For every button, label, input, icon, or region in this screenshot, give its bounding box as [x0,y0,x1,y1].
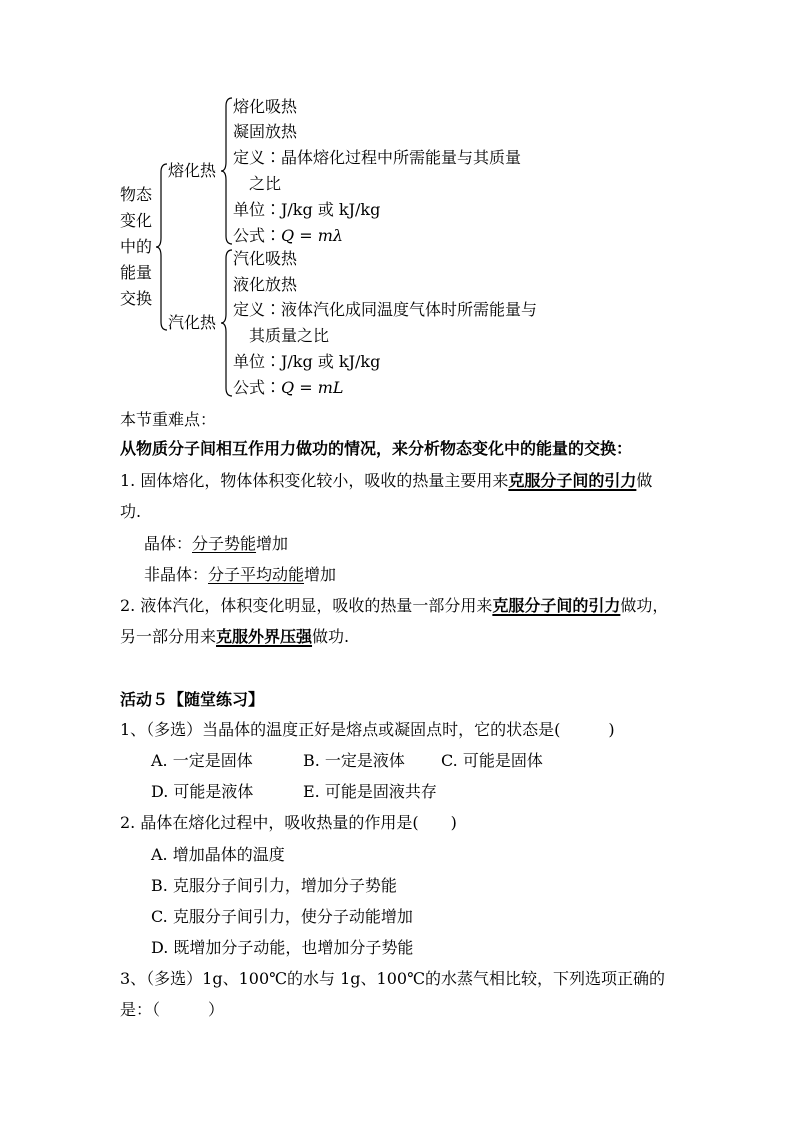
question-2-option-d: D. 既增加分子动能，也增加分子势能 [151,938,414,957]
fusion-item-5: 单位∶J/kg 或 kJ/kg [233,200,381,219]
key-point-2-emphasis2: 克服外界压强 [216,627,313,646]
vapor-item-5: 单位∶J/kg 或 kJ/kg [233,352,381,371]
key-point-1-line2: 功. [120,502,142,521]
fusion-brace [220,96,234,246]
key-point-2-text2: 另一部分用来 [120,627,217,646]
question-2-option-a: A. 增加晶体的温度 [151,845,285,864]
question-3-line1: 3、（多选）1g、100℃的水与 1g、100℃的水蒸气相比较，下列选项正确的 [120,969,665,988]
fusion-formula [233,228,343,244]
vapor-heat-label: 汽化热 [168,313,217,332]
activity-title: 活动５【随堂练习】 [120,690,265,709]
fusion-item-3: 定义∶晶体熔化过程中所需能量与其质量 [233,148,522,167]
question-3-line2: 是：（ ） [120,1000,225,1019]
root-label-1: 物态 [120,185,153,204]
question-1-stem: 1、（多选）当晶体的温度正好是熔点或凝固点时，它的状态是( ) [120,720,615,739]
key-point-1-tail: 做 [636,471,653,490]
key-point-1-emphasis: 克服分子间的引力 [508,471,637,490]
vapor-formula-expr: Q = mL [281,378,344,397]
vapor-formula [233,380,344,396]
root-brace [155,162,169,332]
root-label-3: 中的 [120,237,153,256]
crystal-line [144,536,288,552]
vapor-item-2: 液化放热 [233,275,298,294]
fusion-item-2: 凝固放热 [233,122,298,141]
root-label-2: 变化 [120,211,153,230]
fusion-heat-label: 熔化热 [168,161,217,180]
key-points-title: 本节重难点： [120,410,217,429]
question-2-stem: 2. 晶体在熔化过程中，吸收热量的作用是( ) [120,813,457,832]
crystal-value: 分子势能 [192,534,257,553]
crystal-label: 晶体： [144,534,193,553]
fusion-item-4: 之比 [249,174,282,193]
key-point-1-line1 [120,473,652,489]
vapor-formula-prefix: 公式∶ [233,378,282,397]
question-2-option-c: C. 克服分子间引力，使分子动能增加 [151,907,413,926]
crystal-suffix: 增加 [256,534,289,553]
root-label-5: 交换 [120,289,153,308]
question-1-option-a: A. 一定是固体 [151,751,253,770]
fusion-item-1: 熔化吸热 [233,97,298,116]
key-point-2-tail: 做功， [620,596,669,615]
noncrystal-line [144,567,336,583]
question-1-option-b: B. 一定是液体 [303,751,405,770]
noncrystal-value: 分子平均动能 [208,565,305,584]
root-label-4: 能量 [120,263,153,282]
vapor-item-3: 定义∶液体汽化成同温度气体时所需能量与 [233,300,538,319]
noncrystal-suffix: 增加 [304,565,337,584]
noncrystal-label: 非晶体： [144,565,209,584]
key-point-2-line1 [120,598,668,614]
key-point-2-text: 2. 液体汽化，体积变化明显，吸收的热量一部分用来 [120,596,493,615]
question-1-option-d: D. 可能是液体 [151,782,254,801]
vapor-item-1: 汽化吸热 [233,249,298,268]
question-2-option-b: B. 克服分子间引力，增加分子势能 [151,876,397,895]
question-1-option-e: E. 可能是固液共存 [303,782,437,801]
question-1-option-c: C. 可能是固体 [441,751,543,770]
key-point-1-text: 1. 固体熔化，物体体积变化较小，吸收的热量主要用来 [120,471,509,490]
vapor-brace [220,248,234,398]
key-points-heading: 从物质分子间相互作用力做功的情况，来分析物态变化中的能量的交换： [120,439,633,458]
fusion-formula-prefix: 公式∶ [233,226,282,245]
key-point-2-line2 [120,629,349,645]
vapor-item-4: 其质量之比 [249,326,330,345]
fusion-formula-expr: Q = mλ [281,226,344,245]
key-point-2-tail2: 做功. [312,627,350,646]
key-point-2-emphasis: 克服分子间的引力 [492,596,621,615]
